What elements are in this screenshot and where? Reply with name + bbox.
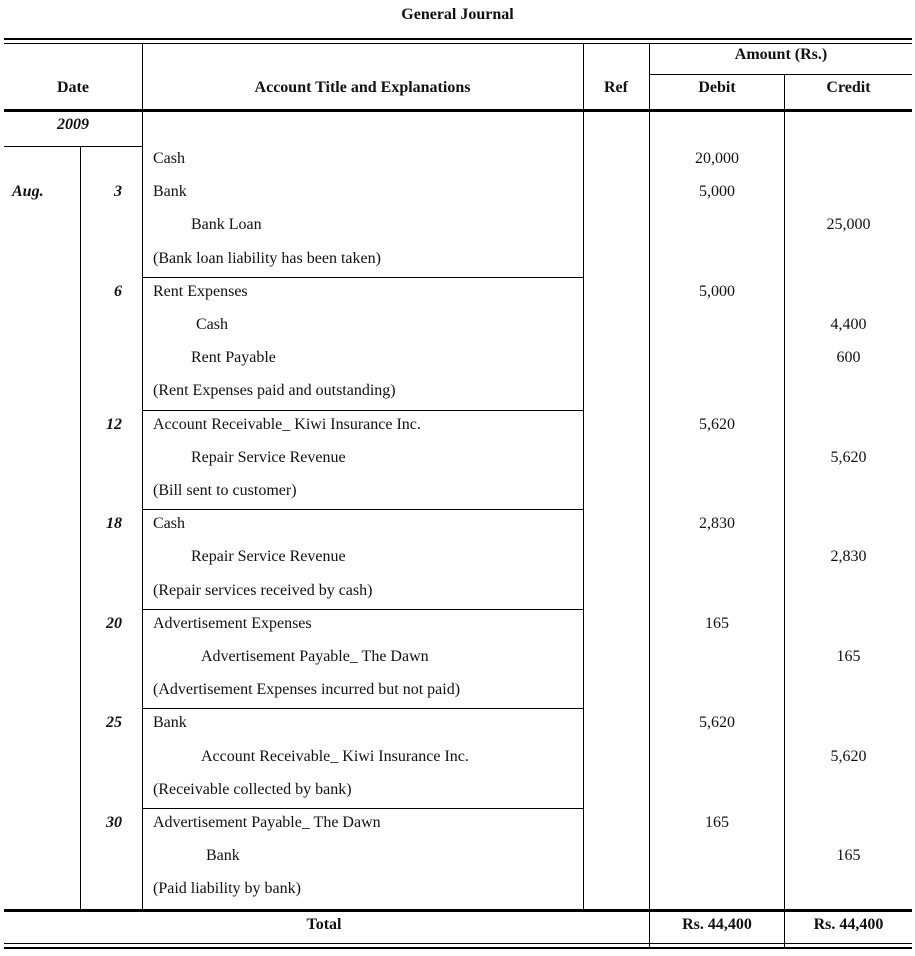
- entry-explanation: (Repair services received by cash): [153, 581, 373, 599]
- entry-debit: 5,620: [699, 714, 735, 732]
- col-divider-ref: [649, 43, 650, 947]
- header-credit: Credit: [826, 79, 871, 96]
- entry-account: Account Receivable_ Kiwi Insurance Inc.: [201, 747, 469, 765]
- entry-day: 3: [114, 183, 122, 201]
- entry-debit: 20,000: [695, 150, 739, 167]
- month-label: Aug.: [12, 183, 44, 200]
- year-rule: [4, 146, 142, 147]
- col-divider-date: [142, 43, 143, 909]
- entry-day: 18: [106, 515, 122, 533]
- entry-separator: [142, 509, 584, 510]
- header-ref: Ref: [604, 79, 628, 96]
- total-credit: Rs. 44,400: [813, 916, 884, 933]
- total-label: Total: [306, 916, 342, 933]
- entry-debit: 5,000: [699, 282, 735, 300]
- entry-account: Repair Service Revenue: [191, 548, 346, 566]
- entry-separator: [142, 410, 584, 411]
- entry-account: Bank: [153, 714, 187, 732]
- entry-credit: 4,400: [830, 316, 867, 333]
- top-rule: [4, 38, 912, 40]
- entry-account: Advertisement Payable_ The Dawn: [153, 814, 381, 831]
- entry-explanation: (Rent Expenses paid and outstanding): [153, 382, 396, 400]
- entry-credit: 25,000: [826, 216, 871, 234]
- entry-explanation: (Receivable collected by bank): [153, 780, 352, 798]
- entry-debit: 165: [705, 814, 729, 831]
- col-divider-debit: [784, 74, 785, 947]
- entry-credit: 2,830: [830, 548, 867, 566]
- entry-explanation: (Bank loan liability has been taken): [153, 249, 381, 267]
- entry-separator: [142, 808, 584, 809]
- col-divider-account: [583, 43, 584, 909]
- year-label: 2009: [57, 116, 89, 133]
- entry-credit: 165: [836, 847, 861, 865]
- entry-explanation: (Advertisement Expenses incurred but not paid): [153, 681, 461, 699]
- entry-debit: 165: [705, 614, 729, 632]
- entry-credit: 5,620: [830, 747, 867, 765]
- entry-account: Cash: [153, 150, 185, 167]
- entry-credit: 165: [836, 648, 861, 665]
- entry-account: Cash: [153, 515, 185, 533]
- entry-debit: 5,000: [699, 183, 735, 201]
- entry-credit: 5,620: [830, 448, 867, 466]
- entry-account: Bank: [206, 847, 240, 865]
- entry-day: 30: [106, 814, 122, 831]
- header-debit: Debit: [698, 79, 736, 96]
- entry-account: Bank Loan: [191, 216, 262, 234]
- header-account: Account Title and Explanations: [254, 79, 471, 96]
- entry-credit: 600: [836, 349, 861, 367]
- entry-day: 6: [114, 282, 122, 300]
- entry-account: Rent Expenses: [153, 282, 248, 300]
- total-bottom-rule-2: [4, 947, 912, 949]
- amount-rule: [650, 74, 912, 75]
- total-top-rule: [4, 909, 912, 912]
- top-rule-inner: [4, 43, 912, 44]
- entry-account: Advertisement Payable_ The Dawn: [201, 648, 429, 665]
- header-rule: [4, 109, 912, 112]
- entry-debit: 5,620: [699, 415, 735, 433]
- journal-title: General Journal: [401, 6, 514, 23]
- entry-account: Repair Service Revenue: [191, 448, 346, 466]
- header-amount: Amount (Rs.): [734, 46, 828, 63]
- entry-account: Bank: [153, 183, 187, 201]
- header-date: Date: [57, 79, 89, 96]
- entry-separator: [142, 609, 584, 610]
- entry-explanation: (Paid liability by bank): [153, 880, 301, 898]
- entry-day: 20: [106, 614, 122, 632]
- entry-explanation: (Bill sent to customer): [153, 482, 297, 499]
- total-debit: Rs. 44,400: [682, 916, 752, 933]
- entry-separator: [142, 277, 584, 278]
- entry-day: 12: [106, 415, 122, 433]
- entry-separator: [142, 708, 584, 709]
- entry-day: 25: [106, 714, 122, 732]
- entry-debit: 2,830: [699, 515, 735, 533]
- entry-account: Rent Payable: [191, 349, 276, 367]
- total-bottom-rule: [4, 943, 912, 944]
- entry-account: Cash: [196, 316, 228, 333]
- entry-account: Advertisement Expenses: [153, 614, 312, 632]
- entry-account: Account Receivable_ Kiwi Insurance Inc.: [153, 415, 421, 433]
